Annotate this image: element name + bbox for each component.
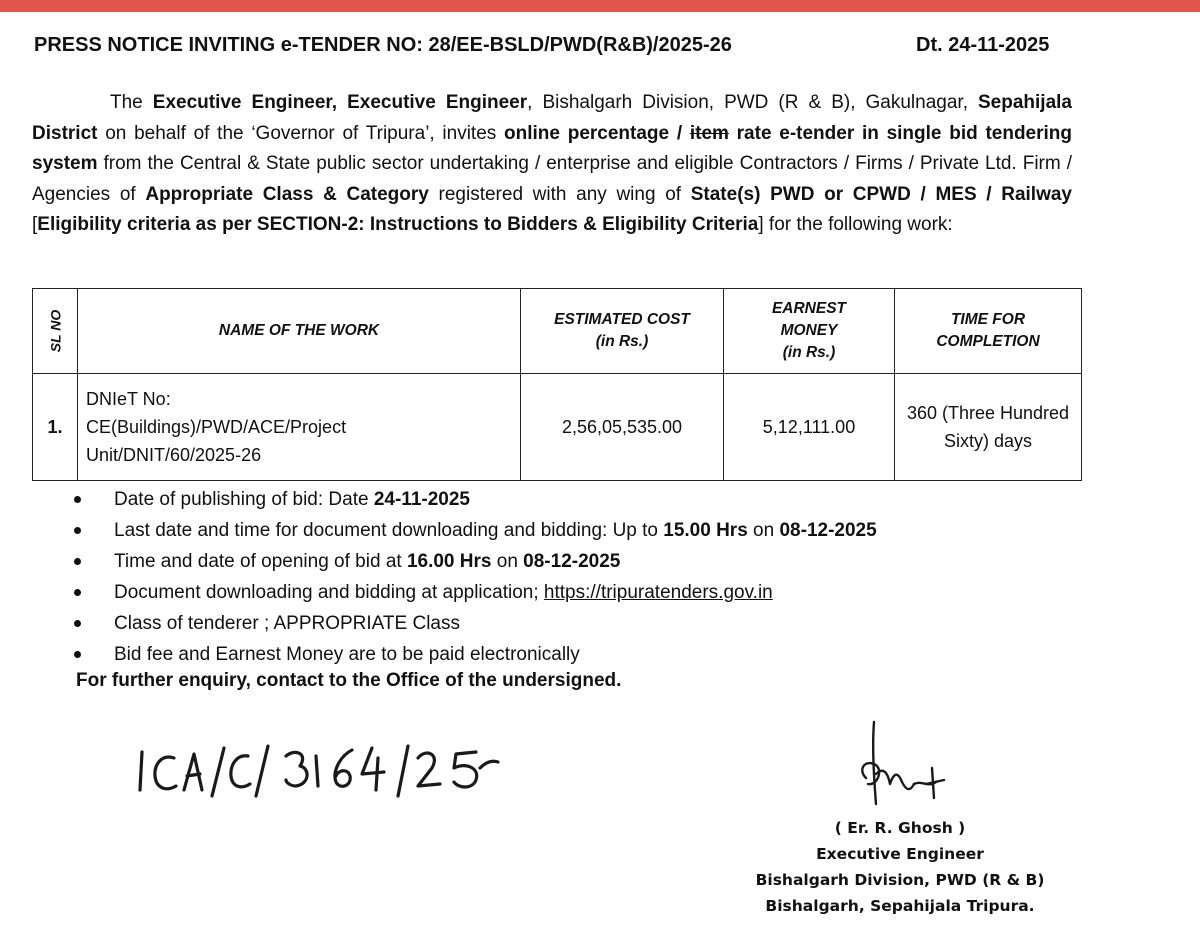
header-estimated-cost: ESTIMATED COST (in Rs.) xyxy=(521,289,724,374)
intro-paragraph xyxy=(32,88,1072,241)
works-table xyxy=(32,288,1082,481)
signatory-division: Bishalgarh Division, PWD (R & B) xyxy=(755,871,1045,889)
intro-text: from the Central & State public sector undertaking / enterprise and eligible Contractors / Firms / Private Ltd. Firm / Agencies of xyxy=(32,153,1072,205)
intro-struck-text: item xyxy=(689,122,729,144)
intro-text: , Bishalgarh Division, PWD (R & B), Gakulnagar, xyxy=(527,92,978,113)
notice-title: PRESS NOTICE INVITING e-TENDER NO: 28/EE-BSLD/PWD(R&B)/2025-26 xyxy=(34,34,732,56)
notice-date: Dt. 24-11-2025 xyxy=(916,34,1050,56)
signatory-name: ( Er. R. Ghosh ) xyxy=(834,819,966,837)
header-name-of-work: NAME OF THE WORK xyxy=(78,289,521,374)
intro-bold: Eligibility criteria as per SECTION-2: Instructions to Bidders & Eligibility Criteria xyxy=(37,214,759,235)
top-color-bar xyxy=(0,0,1200,12)
bullet-icon xyxy=(74,496,81,503)
intro-bold: Appropriate Class & Category xyxy=(145,183,429,205)
bullet-icon xyxy=(74,620,81,627)
intro-bold: rate e-tender in single bid tendering system xyxy=(32,122,1072,174)
tender-details-list xyxy=(74,484,877,670)
intro-bold: Executive Engineer, Executive Engineer xyxy=(152,92,528,113)
signatory-location: Bishalgarh, Sepahijala Tripura. xyxy=(765,897,1035,915)
handwritten-reference xyxy=(136,740,506,810)
bullet-icon xyxy=(74,589,81,596)
cell-sl-no: 1. xyxy=(33,374,78,481)
list-item-publishing-date: Date of publishing of bid: Date 24-11-2025 xyxy=(74,484,877,515)
intro-text: on behalf of the ‘Governor of Tripura’, invites xyxy=(97,122,505,144)
header-earnest-money: EARNEST MONEY (in Rs.) xyxy=(724,289,895,374)
bullet-icon xyxy=(74,558,81,565)
list-item-bid-fee: Bid fee and Earnest Money are to be paid electronically xyxy=(74,639,877,670)
header-time-for-completion: TIME FOR COMPLETION xyxy=(895,289,1082,374)
intro-bold: online percentage / xyxy=(504,122,690,144)
bullet-icon xyxy=(74,651,81,658)
intro-text: [ xyxy=(32,214,38,235)
list-item-download-site: Document downloading and bidding at application; https://tripuratenders.gov.in xyxy=(74,577,877,608)
cell-name-of-work: DNIeT No: CE(Buildings)/PWD/ACE/Project Unit/DNIT/60/2025-26 xyxy=(78,374,521,481)
tender-portal-link[interactable]: https://tripuratenders.gov.in xyxy=(543,582,773,603)
intro-text: The xyxy=(110,92,153,113)
bullet-icon xyxy=(74,527,81,534)
header-sl-no: SL NO xyxy=(33,289,78,374)
list-item-opening-date: Time and date of opening of bid at 16.00 Hrs on 08-12-2025 xyxy=(74,546,877,577)
intro-text: registered with any wing of xyxy=(428,183,691,205)
cell-time-for-completion: 360 (Three Hundred Sixty) days xyxy=(895,374,1082,481)
intro-bold: State(s) PWD or CPWD / MES / Railway xyxy=(690,183,1072,205)
enquiry-note: For further enquiry, contact to the Office of the undersigned. xyxy=(76,670,622,691)
signatory-designation: Executive Engineer xyxy=(816,845,984,863)
table-row xyxy=(33,374,1082,481)
intro-bold: Sepahijala District xyxy=(32,92,1072,144)
list-item-last-date: Last date and time for document downloading and bidding: Up to 15.00 Hrs on 08-12-2025 xyxy=(74,515,877,546)
signature-mark xyxy=(836,718,956,818)
signatory-block xyxy=(730,815,1070,919)
list-item-class-of-tenderer: Class of tenderer ; APPROPRIATE Class xyxy=(74,608,877,639)
cell-estimated-cost: 2,56,05,535.00 xyxy=(521,374,724,481)
table-header-row xyxy=(33,289,1082,374)
cell-earnest-money: 5,12,111.00 xyxy=(724,374,895,481)
intro-text: ] for the following work: xyxy=(758,214,953,235)
